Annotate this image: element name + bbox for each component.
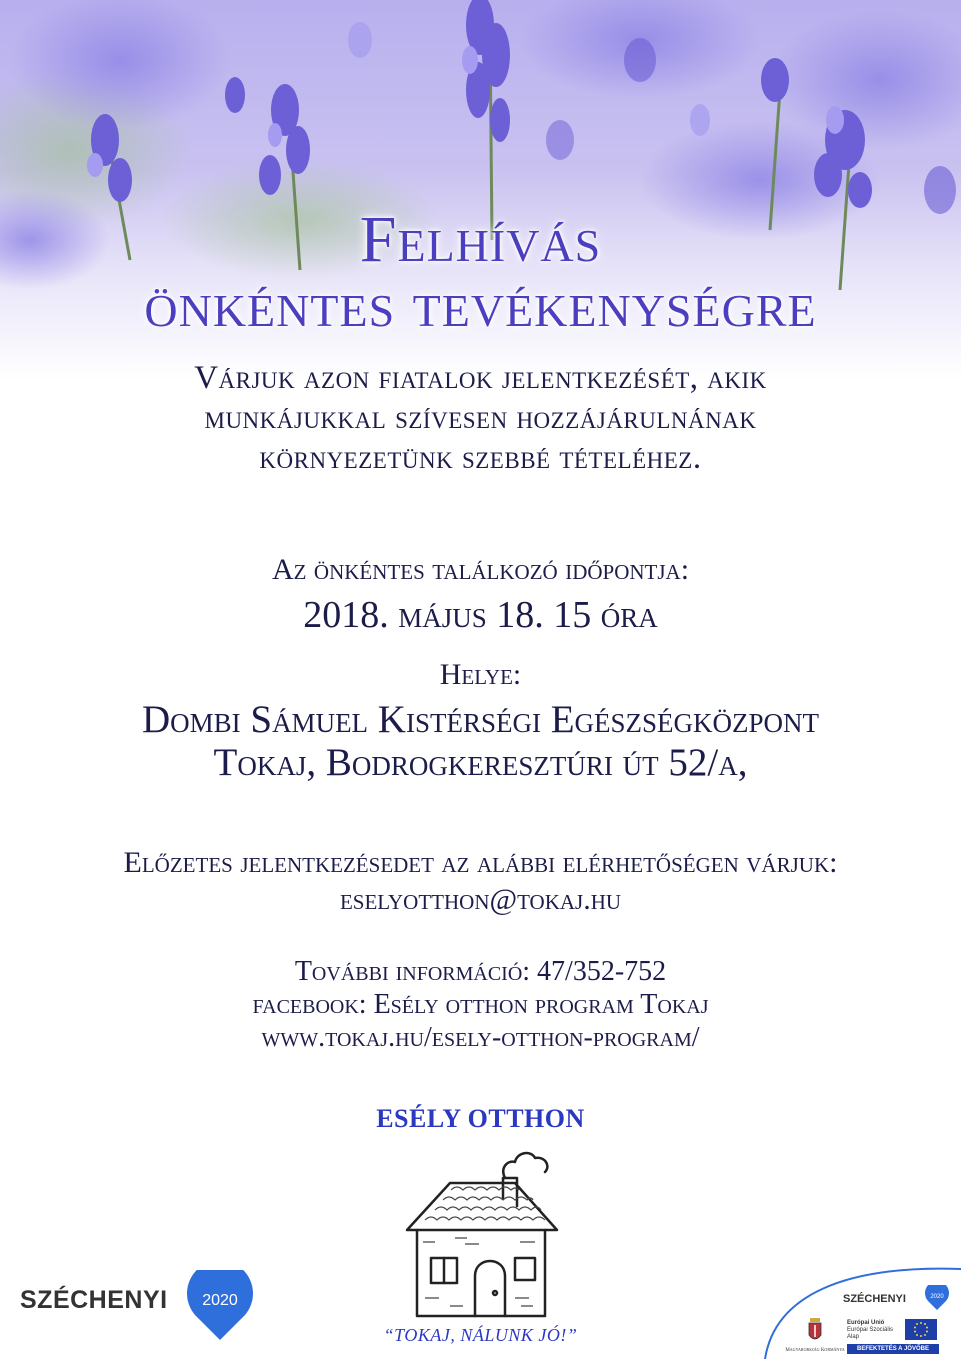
eu-funding-badge [755, 1255, 961, 1359]
szechenyi-logo-text: SZÉCHENYI [20, 1286, 168, 1314]
info-website-link[interactable]: www.tokaj.hu/esely-otthon-program/ [261, 1022, 700, 1053]
intro-line: környezetünk szebbé tételéhez. [259, 440, 702, 476]
hungarian-crest-icon [805, 1315, 825, 1345]
house-illustration [395, 1138, 570, 1328]
intro-line: munkájukkal szívesen hozzájárulnának [204, 400, 757, 436]
eu-flag-icon [905, 1319, 937, 1340]
info-phone: További információ: 47/352-752 [294, 956, 667, 987]
program-slogan: “TOKAJ, NÁLUNK JÓ!” [383, 1325, 578, 1345]
szechenyi-logo-year: 2020 [202, 1292, 238, 1309]
place-address: Tokaj, Bodrogkeresztúri út 52/a, [213, 741, 748, 784]
eu-text [847, 1320, 902, 1341]
szechenyi-small-text: SZÉCHENYI [843, 1293, 906, 1305]
meeting-label: Az önkéntes találkozó időpontja: [271, 553, 690, 586]
eu-line: Alap [847, 1334, 860, 1340]
government-label: Magyarország Kormánya [785, 1348, 845, 1353]
szechenyi-small-year: 2020 [930, 1294, 944, 1300]
poster-title: Felhívás [359, 203, 602, 276]
apply-text: Előzetes jelentkezésedet az alábbi elérhetőségen várjuk: [123, 846, 838, 879]
place-name: Dombi Sámuel Kistérségi Egészségközpont [141, 698, 820, 741]
poster-subtitle: önkéntes tevékenységre [144, 268, 817, 341]
eu-line: Európai Szociális [847, 1327, 894, 1333]
meeting-date: 2018. május 18. 15 óra [303, 594, 658, 636]
contact-email-link[interactable]: eselyotthon@tokaj.hu [339, 883, 622, 916]
szechenyi-2020-logo [20, 1270, 250, 1340]
intro-text [0, 358, 961, 478]
eu-line: Európai Unió [847, 1320, 885, 1326]
program-name: ESÉLY OTTHON [376, 1104, 585, 1133]
eu-slogan-bar: BEFEKTETÉS A JÖVŐBE [847, 1344, 939, 1354]
intro-line: Várjuk azon fiatalok jelentkezését, akik [194, 360, 767, 396]
info-facebook: facebook: Esély otthon program Tokaj [252, 989, 709, 1020]
place-label: Helye: [439, 658, 522, 691]
